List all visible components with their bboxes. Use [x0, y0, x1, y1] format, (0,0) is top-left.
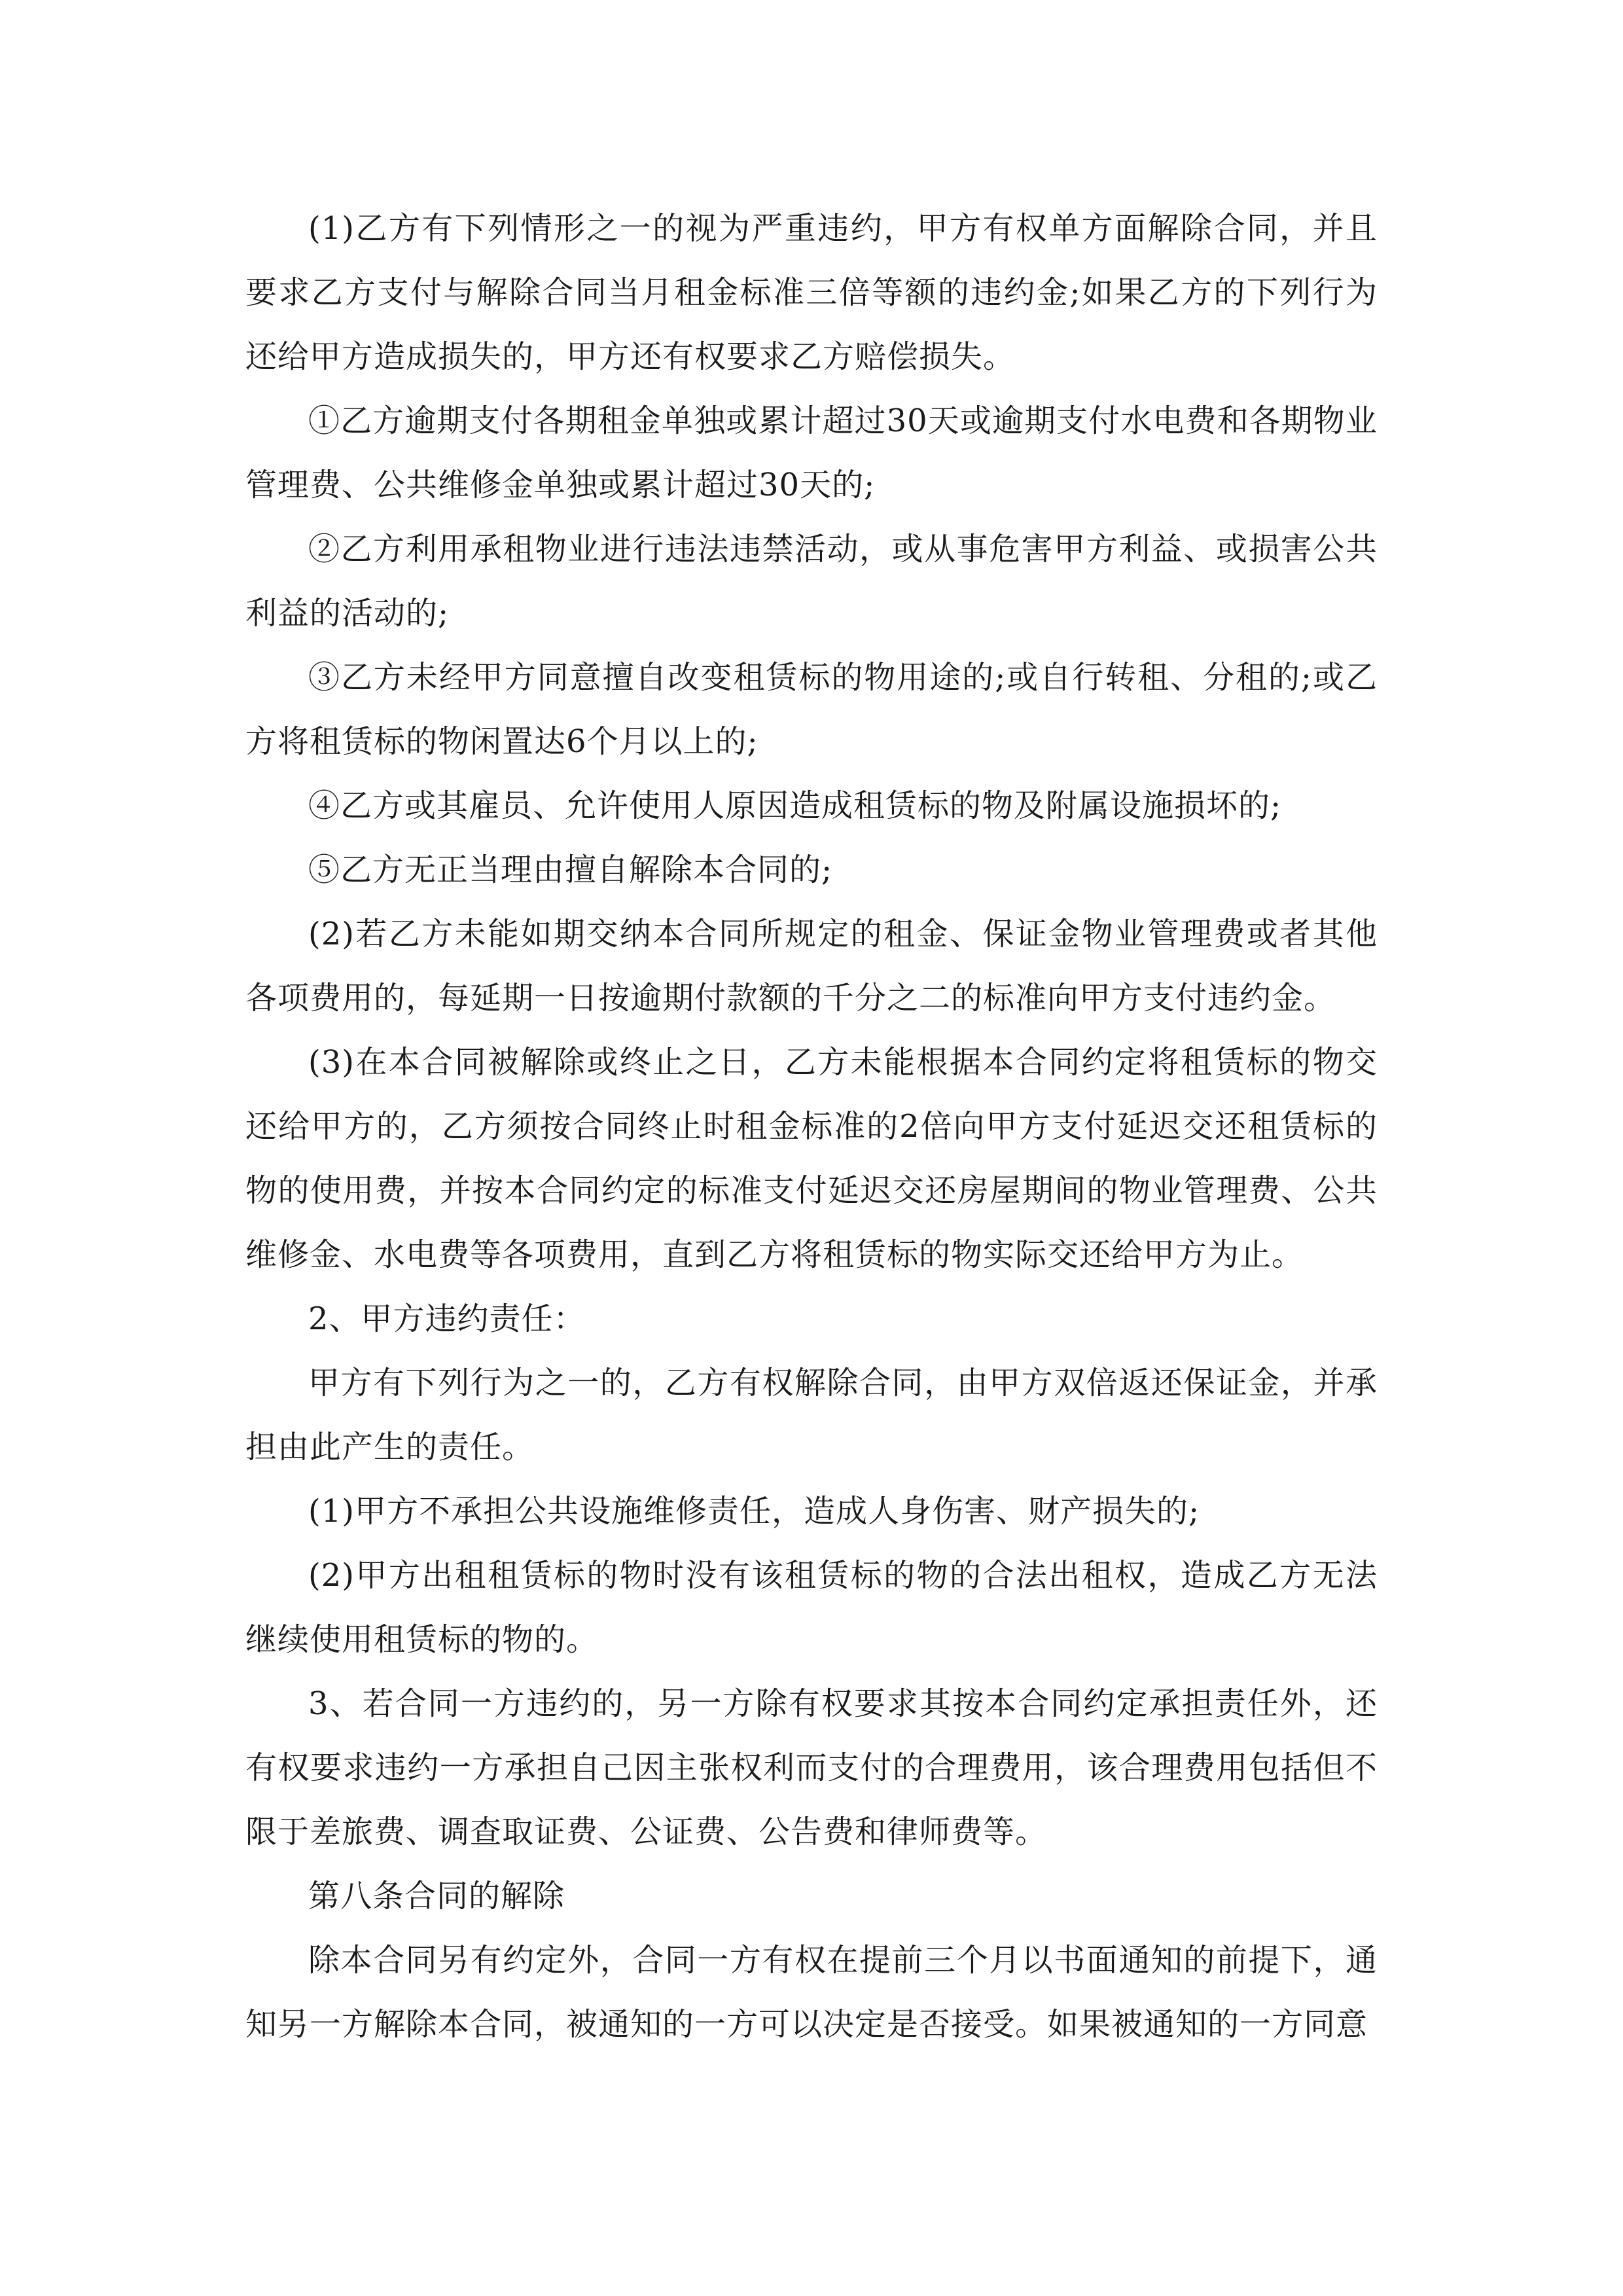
breach-item-4: ④乙方或其雇员、允许使用人原因造成租赁标的物及附属设施损坏的;: [308, 787, 1282, 824]
breach-item-5: ⑤乙方无正当理由擅自解除本合同的;: [308, 852, 833, 888]
clause-2-paragraph: (2)若乙方未能如期交纳本合同所规定的租金、保证金物业管理费或者其他各项费用的，每延期一日按逾期付款额的千分之二的标准向甲方支付违约金。: [245, 916, 1378, 1016]
clause-1-paragraph: (1)乙方有下列情形之一的视为严重违约，甲方有权单方面解除合同，并且要求乙方支付与解除合同当月租金标准三倍等额的违约金;如果乙方的下列行为还给甲方造成损失的，甲方还有权要求乙方赔偿损失。: [245, 210, 1378, 375]
breach-item-1: ①乙方逾期支付各期租金单独或累计超过30天或逾期支付水电费和各期物业管理费、公共维修金单独或累计超过30天的;: [245, 403, 1378, 503]
article-8-heading: 第八条合同的解除: [308, 1878, 565, 1914]
section-3-paragraph: 3、若合同一方违约的，另一方除有权要求其按本合同约定承担责任外，还有权要求违约一方承担自己因主张权利而支付的合理费用，该合理费用包括但不限于差旅费、调查取证费、公证费、公告费和律师费等。: [245, 1685, 1378, 1850]
breach-item-2: ②乙方利用承租物业进行违法违禁活动，或从事危害甲方利益、或损害公共利益的活动的;: [245, 531, 1378, 632]
section-heading-party-a-liability: 2、甲方违约责任：: [308, 1300, 586, 1337]
party-a-item-2: (2)甲方出租租赁标的物时没有该租赁标的物的合法出租权，造成乙方无法继续使用租赁标的物的。: [245, 1557, 1378, 1658]
party-a-liability-intro: 甲方有下列行为之一的，乙方有权解除合同，由甲方双倍返还保证金，并承担由此产生的责任。: [245, 1365, 1378, 1465]
article-8-paragraph: 除本合同另有约定外，合同一方有权在提前三个月以书面通知的前提下，通知另一方解除本合同，被通知的一方可以决定是否接受。如果被通知的一方同意: [245, 1942, 1378, 2043]
breach-item-3: ③乙方未经甲方同意擅自改变租赁标的物用途的;或自行转租、分租的;或乙方将租赁标的物闲置达6个月以上的;: [245, 659, 1378, 760]
party-a-item-1: (1)甲方不承担公共设施维修责任，造成人身伤害、财产损失的;: [308, 1493, 1200, 1530]
clause-3-paragraph: (3)在本合同被解除或终止之日，乙方未能根据本合同约定将租赁标的物交还给甲方的，乙方须按合同终止时租金标准的2倍向甲方支付延迟交还租赁标的物的使用费，并按本合同约定的标准支付延迟交还房屋期间的物业管理费、公共维修金、水电费等各项费用，直到乙方将租赁标的物实际交还给甲方为止。: [245, 1044, 1378, 1273]
document-body: [245, 196, 1378, 2056]
